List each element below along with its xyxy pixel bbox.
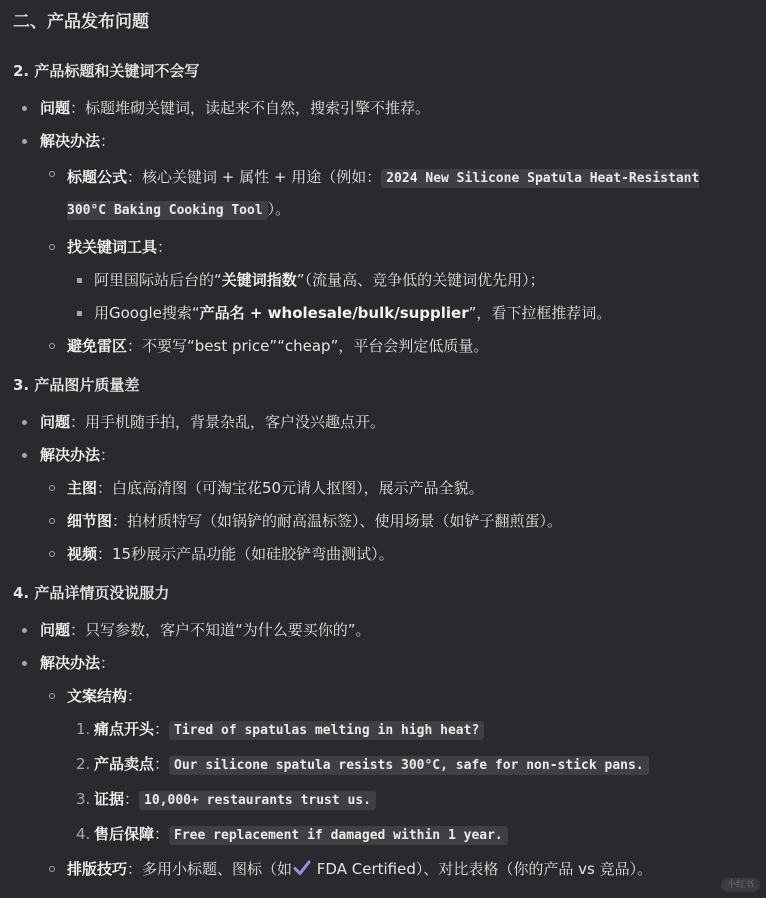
list-item-main-image	[40, 476, 745, 500]
colon: ：	[154, 755, 170, 773]
step-item	[67, 822, 745, 848]
section-3	[13, 372, 745, 566]
solution-sublist	[40, 162, 745, 358]
step-number: 4.	[76, 825, 91, 843]
tool1-pre: 阿里国际站后台的“	[94, 271, 222, 289]
layout-pre: ：多用小标题、图标（如	[127, 860, 293, 878]
step-code: Tired of spatulas melting in high heat?	[169, 721, 484, 740]
formula-label: 标题公式	[67, 168, 128, 186]
tool2-pre: 用Google搜索“	[94, 304, 200, 322]
tools-label: 找关键词工具	[67, 238, 158, 256]
layout-post: FDA Certified）、对比表格（你的产品 vs 竞品）。	[312, 860, 653, 878]
section-4-title: 4. 产品详情页没说服力	[13, 584, 170, 602]
problem-text: ：只写参数，客户不知道“为什么要买你的”。	[70, 621, 371, 639]
list-item-avoid	[40, 334, 745, 358]
list-item-copy-structure	[40, 684, 745, 848]
colon: ：	[100, 132, 116, 150]
list-item-video	[40, 542, 745, 566]
step-item	[67, 787, 745, 813]
colon: ：	[127, 687, 143, 705]
copy-label: 文案结构	[67, 687, 128, 705]
list-item-title-formula	[40, 162, 745, 226]
step-code: Free replacement if damaged within 1 year.	[169, 826, 508, 845]
colon: ：	[157, 238, 173, 256]
problem-label: 问题	[40, 413, 71, 431]
solution-label: 解决办法	[40, 654, 101, 672]
main-text: ：白底高清图（可淘宝花50元请人抠图），展示产品全貌。	[97, 479, 484, 497]
avoid-text: ：不要写“best price”“cheap”，平台会判定低质量。	[127, 337, 489, 355]
problem-label: 问题	[40, 621, 71, 639]
section-2	[13, 58, 745, 358]
step-code: Our silicone spatula resists 300°C, safe for non-stick pans.	[169, 756, 649, 775]
watermark-logo: 小红书	[721, 878, 760, 892]
check-mark-icon	[293, 859, 311, 884]
formula-text: ：核心关键词 + 属性 + 用途（例如：	[127, 168, 382, 186]
tool2-bold: 产品名 + wholesale/bulk/supplier	[199, 304, 469, 322]
solution-label: 解决办法	[40, 446, 101, 464]
section-2-list	[13, 96, 745, 358]
list-item-layout-tips	[40, 857, 745, 884]
list-item-solution	[13, 129, 745, 358]
video-label: 视频	[67, 545, 98, 563]
layout-label: 排版技巧	[67, 860, 128, 878]
colon: ：	[124, 790, 140, 808]
section-heading: 二、产品发布问题	[13, 12, 149, 32]
colon: ：	[154, 720, 170, 738]
list-item-solution	[13, 651, 745, 884]
colon: ：	[100, 446, 116, 464]
step-label: 售后保障	[94, 825, 155, 843]
step-label: 产品卖点	[94, 755, 155, 773]
section-4	[13, 580, 745, 884]
problem-text: ：标题堆砌关键词，读起来不自然，搜索引擎不推荐。	[70, 99, 431, 117]
section-2-title: 2. 产品标题和关键词不会写	[13, 62, 200, 80]
step-item	[67, 752, 745, 778]
detail-label: 细节图	[67, 512, 113, 530]
list-item-problem	[13, 96, 745, 120]
list-item-keyword-tools	[40, 235, 745, 325]
tool2-post: ”，看下拉框推荐词。	[468, 304, 612, 322]
problem-text: ：用手机随手拍，背景杂乱，客户没兴趣点开。	[70, 413, 386, 431]
tool1-bold: 关键词指数	[221, 271, 297, 289]
list-item-problem	[13, 410, 745, 434]
formula-end: ）。	[267, 200, 291, 218]
step-number: 1.	[76, 720, 91, 738]
avoid-label: 避免雷区	[67, 337, 128, 355]
list-item-tool-alibaba	[67, 268, 745, 292]
tools-sublist	[67, 268, 745, 325]
step-label: 证据	[94, 790, 125, 808]
section-4-list	[13, 618, 745, 884]
list-item-solution	[13, 443, 745, 566]
colon: ：	[154, 825, 170, 843]
section-3-list	[13, 410, 745, 566]
step-label: 痛点开头	[94, 720, 155, 738]
list-item-detail-image	[40, 509, 745, 533]
detail-text: ：拍材质特写（如锅铲的耐高温标签）、使用场景（如铲子翻煎蛋）。	[112, 512, 563, 530]
formula-code: 2024 New Silicone Spatula Heat-Resistant 300°C Baking Cooking Tool	[67, 171, 700, 218]
main-label: 主图	[67, 479, 98, 497]
list-item-problem	[13, 618, 745, 642]
step-number: 2.	[76, 755, 91, 773]
tool1-post: ”（流量高、竞争低的关键词优先用）；	[296, 271, 545, 289]
solution-label: 解决办法	[40, 132, 101, 150]
section-3-title: 3. 产品图片质量差	[13, 376, 140, 394]
solution-sublist	[40, 684, 745, 884]
problem-label: 问题	[40, 99, 71, 117]
step-number: 3.	[76, 790, 91, 808]
copy-steps	[67, 717, 745, 848]
step-item	[67, 717, 745, 743]
solution-sublist	[40, 476, 745, 566]
video-text: ：15秒展示产品功能（如硅胶铲弯曲测试）。	[97, 545, 394, 563]
step-code: 10,000+ restaurants trust us.	[139, 791, 376, 810]
list-item-tool-google	[67, 301, 745, 325]
colon: ：	[100, 654, 116, 672]
